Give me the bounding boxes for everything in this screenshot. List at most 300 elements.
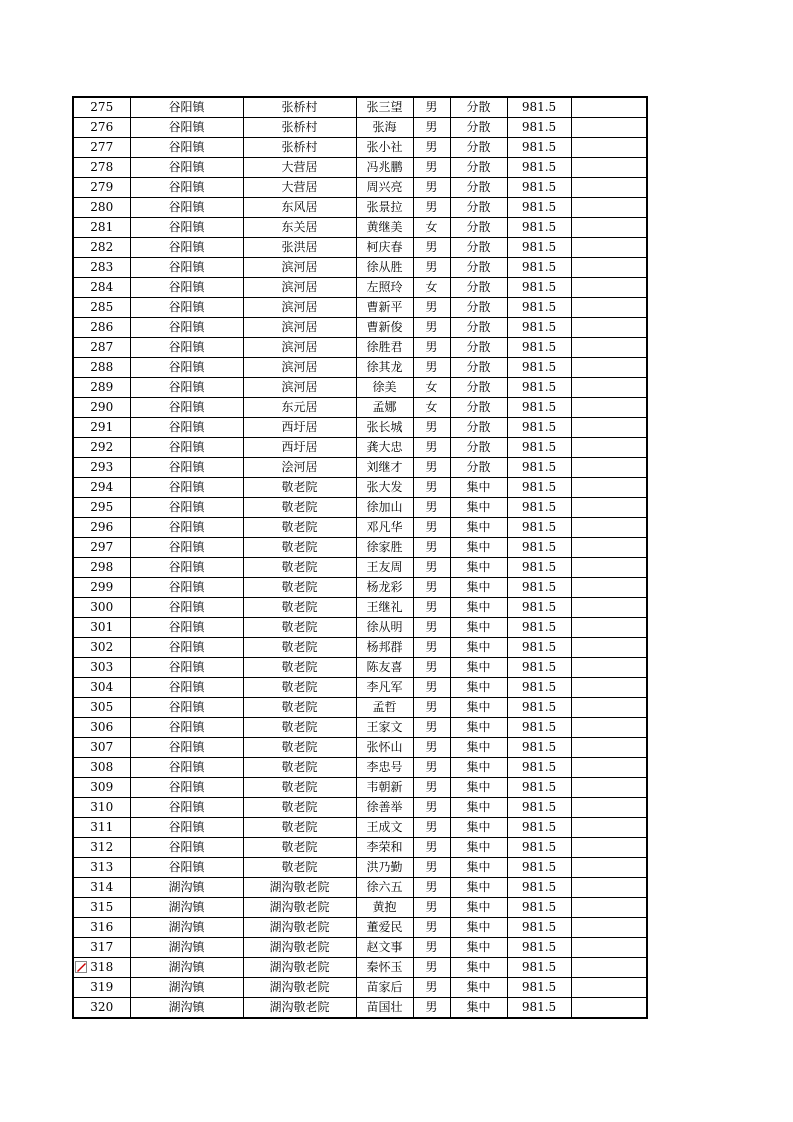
person-name-cell: 苗家后 [356,978,413,998]
amount-cell: 981.5 [507,638,571,658]
remark-cell [571,558,647,578]
table-row [73,658,647,678]
table-row [73,338,647,358]
row-number: 291 [73,418,130,438]
table-row [73,97,647,118]
remark-cell [571,498,647,518]
gender-cell: 男 [413,958,450,978]
support-type-cell: 分散 [450,138,507,158]
village-cell: 滨河居 [243,298,356,318]
row-number: 280 [73,198,130,218]
village-cell: 张桥村 [243,97,356,118]
gender-cell: 女 [413,378,450,398]
row-number: 292 [73,438,130,458]
amount-cell: 981.5 [507,658,571,678]
table-row [73,398,647,418]
support-type-cell: 集中 [450,818,507,838]
remark-cell [571,678,647,698]
remark-cell [571,118,647,138]
person-name-cell: 王继礼 [356,598,413,618]
person-name-cell: 孟娜 [356,398,413,418]
remark-cell [571,198,647,218]
row-number: 317 [73,938,130,958]
table-row [73,538,647,558]
village-cell: 滨河居 [243,318,356,338]
amount-cell: 981.5 [507,458,571,478]
row-number: 315 [73,898,130,918]
town-cell: 谷阳镇 [130,138,243,158]
remark-cell [571,998,647,1019]
table-row [73,738,647,758]
support-type-cell: 分散 [450,398,507,418]
town-cell: 谷阳镇 [130,838,243,858]
support-type-cell: 分散 [450,158,507,178]
row-number: 287 [73,338,130,358]
remark-cell [571,778,647,798]
amount-cell: 981.5 [507,718,571,738]
row-number: 285 [73,298,130,318]
gender-cell: 男 [413,418,450,438]
row-number: 277 [73,138,130,158]
gender-cell: 男 [413,498,450,518]
table-row [73,378,647,398]
town-cell: 谷阳镇 [130,578,243,598]
person-name-cell: 李凡军 [356,678,413,698]
row-number: 294 [73,478,130,498]
table-row [73,638,647,658]
remark-cell [571,618,647,638]
row-number: 299 [73,578,130,598]
table-row [73,818,647,838]
row-number: 305 [73,698,130,718]
town-cell: 谷阳镇 [130,158,243,178]
gender-cell: 男 [413,718,450,738]
town-cell: 谷阳镇 [130,498,243,518]
amount-cell: 981.5 [507,958,571,978]
person-name-cell: 赵文事 [356,938,413,958]
remark-cell [571,738,647,758]
village-cell: 敬老院 [243,838,356,858]
gender-cell: 女 [413,278,450,298]
amount-cell: 981.5 [507,998,571,1019]
remark-cell [571,418,647,438]
row-number: 290 [73,398,130,418]
amount-cell: 981.5 [507,778,571,798]
gender-cell: 男 [413,658,450,678]
row-number: 286 [73,318,130,338]
gender-cell: 男 [413,97,450,118]
town-cell: 谷阳镇 [130,858,243,878]
row-number: 293 [73,458,130,478]
town-cell: 谷阳镇 [130,598,243,618]
gender-cell: 男 [413,238,450,258]
support-type-cell: 分散 [450,378,507,398]
town-cell: 谷阳镇 [130,398,243,418]
town-cell: 谷阳镇 [130,478,243,498]
remark-cell [571,358,647,378]
row-number: 284 [73,278,130,298]
person-name-cell: 李忠号 [356,758,413,778]
table-row [73,558,647,578]
table-row [73,198,647,218]
table-row [73,438,647,458]
amount-cell: 981.5 [507,278,571,298]
amount-cell: 981.5 [507,298,571,318]
amount-cell: 981.5 [507,898,571,918]
person-name-cell: 孟哲 [356,698,413,718]
support-type-cell: 分散 [450,238,507,258]
person-name-cell: 张景拉 [356,198,413,218]
row-number: 298 [73,558,130,578]
village-cell: 敬老院 [243,798,356,818]
remark-cell [571,898,647,918]
support-type-cell: 集中 [450,478,507,498]
amount-cell: 981.5 [507,97,571,118]
table-row [73,978,647,998]
gender-cell: 男 [413,798,450,818]
support-type-cell: 集中 [450,878,507,898]
amount-cell: 981.5 [507,918,571,938]
table-row [73,178,647,198]
person-name-cell: 张海 [356,118,413,138]
gender-cell: 男 [413,558,450,578]
remark-cell [571,298,647,318]
support-type-cell: 集中 [450,578,507,598]
gender-cell: 女 [413,398,450,418]
amount-cell: 981.5 [507,158,571,178]
person-name-cell: 杨龙彩 [356,578,413,598]
town-cell: 谷阳镇 [130,238,243,258]
person-name-cell: 周兴亮 [356,178,413,198]
village-cell: 滨河居 [243,278,356,298]
village-cell: 敬老院 [243,738,356,758]
village-cell: 西圩居 [243,438,356,458]
remark-cell [571,598,647,618]
gender-cell: 男 [413,478,450,498]
town-cell: 谷阳镇 [130,118,243,138]
row-number: 276 [73,118,130,138]
row-number: 281 [73,218,130,238]
table-row [73,938,647,958]
person-name-cell: 张大发 [356,478,413,498]
gender-cell: 男 [413,738,450,758]
amount-cell: 981.5 [507,538,571,558]
table-row [73,998,647,1019]
remark-cell [571,798,647,818]
village-cell: 张洪居 [243,238,356,258]
gender-cell: 男 [413,598,450,618]
person-name-cell: 徐胜君 [356,338,413,358]
amount-cell: 981.5 [507,258,571,278]
village-cell: 东元居 [243,398,356,418]
village-cell: 敬老院 [243,598,356,618]
table-row [73,278,647,298]
remark-cell [571,338,647,358]
table-row [73,798,647,818]
support-type-cell: 集中 [450,658,507,678]
table-row [73,358,647,378]
amount-cell: 981.5 [507,178,571,198]
support-type-cell: 集中 [450,778,507,798]
row-number: 288 [73,358,130,378]
town-cell: 谷阳镇 [130,338,243,358]
amount-cell: 981.5 [507,218,571,238]
gender-cell: 男 [413,538,450,558]
remark-cell [571,698,647,718]
remark-cell [571,658,647,678]
remark-cell [571,258,647,278]
village-cell: 滨河居 [243,338,356,358]
gender-cell: 男 [413,358,450,378]
amount-cell: 981.5 [507,478,571,498]
row-number: 304 [73,678,130,698]
support-type-cell: 集中 [450,938,507,958]
person-name-cell: 王成文 [356,818,413,838]
village-cell: 浍河居 [243,458,356,478]
person-name-cell: 徐从胜 [356,258,413,278]
table-row [73,718,647,738]
gender-cell: 男 [413,318,450,338]
amount-cell: 981.5 [507,418,571,438]
town-cell: 谷阳镇 [130,178,243,198]
remark-cell [571,818,647,838]
gender-cell: 男 [413,998,450,1019]
amount-cell: 981.5 [507,378,571,398]
gender-cell: 男 [413,298,450,318]
table-row [73,598,647,618]
town-cell: 谷阳镇 [130,198,243,218]
person-name-cell: 邓凡华 [356,518,413,538]
village-cell: 湖沟敬老院 [243,958,356,978]
remark-cell [571,838,647,858]
pencil-note-icon[interactable] [75,961,87,973]
village-cell: 湖沟敬老院 [243,978,356,998]
row-number: 300 [73,598,130,618]
village-cell: 敬老院 [243,618,356,638]
remark-cell [571,238,647,258]
row-number: 312 [73,838,130,858]
support-type-cell: 分散 [450,338,507,358]
table-row [73,298,647,318]
person-name-cell: 张三望 [356,97,413,118]
person-name-cell: 刘继才 [356,458,413,478]
table-row [73,918,647,938]
village-cell: 滨河居 [243,358,356,378]
row-number: 306 [73,718,130,738]
table-row [73,838,647,858]
person-name-cell: 韦朝新 [356,778,413,798]
gender-cell: 男 [413,878,450,898]
support-type-cell: 分散 [450,258,507,278]
person-name-cell: 黄继美 [356,218,413,238]
remark-cell [571,978,647,998]
row-number: 316 [73,918,130,938]
person-name-cell: 柯庆春 [356,238,413,258]
village-cell: 大营居 [243,178,356,198]
support-type-cell: 集中 [450,978,507,998]
amount-cell: 981.5 [507,978,571,998]
person-name-cell: 张怀山 [356,738,413,758]
table-row [73,238,647,258]
amount-cell: 981.5 [507,558,571,578]
amount-cell: 981.5 [507,738,571,758]
data-table [72,96,648,1019]
amount-cell: 981.5 [507,798,571,818]
amount-cell: 981.5 [507,338,571,358]
table-row [73,478,647,498]
support-type-cell: 集中 [450,518,507,538]
table-row [73,858,647,878]
person-name-cell: 徐其龙 [356,358,413,378]
row-number: 278 [73,158,130,178]
village-cell: 张桥村 [243,118,356,138]
village-cell: 敬老院 [243,698,356,718]
table-row [73,698,647,718]
support-type-cell: 集中 [450,858,507,878]
town-cell: 谷阳镇 [130,318,243,338]
amount-cell: 981.5 [507,678,571,698]
table-row [73,758,647,778]
row-number: 310 [73,798,130,818]
gender-cell: 男 [413,198,450,218]
table-row [73,418,647,438]
amount-cell: 981.5 [507,938,571,958]
gender-cell: 男 [413,778,450,798]
row-number: 289 [73,378,130,398]
person-name-cell: 苗国壮 [356,998,413,1019]
town-cell: 谷阳镇 [130,798,243,818]
amount-cell: 981.5 [507,858,571,878]
table-body [73,97,647,1018]
village-cell: 湖沟敬老院 [243,898,356,918]
gender-cell: 男 [413,638,450,658]
town-cell: 谷阳镇 [130,818,243,838]
table-row [73,498,647,518]
person-name-cell: 王友周 [356,558,413,578]
village-cell: 湖沟敬老院 [243,998,356,1019]
person-name-cell: 曹新平 [356,298,413,318]
village-cell: 滨河居 [243,258,356,278]
table-row [73,318,647,338]
support-type-cell: 分散 [450,458,507,478]
support-type-cell: 分散 [450,318,507,338]
remark-cell [571,178,647,198]
person-name-cell: 徐六五 [356,878,413,898]
town-cell: 谷阳镇 [130,298,243,318]
support-type-cell: 集中 [450,918,507,938]
amount-cell: 981.5 [507,138,571,158]
village-cell: 敬老院 [243,478,356,498]
amount-cell: 981.5 [507,818,571,838]
gender-cell: 男 [413,758,450,778]
table-row [73,678,647,698]
village-cell: 敬老院 [243,718,356,738]
person-name-cell: 张长城 [356,418,413,438]
person-name-cell: 王家文 [356,718,413,738]
gender-cell: 男 [413,938,450,958]
amount-cell: 981.5 [507,498,571,518]
village-cell: 湖沟敬老院 [243,878,356,898]
remark-cell [571,518,647,538]
amount-cell: 981.5 [507,578,571,598]
amount-cell: 981.5 [507,198,571,218]
gender-cell: 男 [413,178,450,198]
remark-cell [571,458,647,478]
support-type-cell: 分散 [450,418,507,438]
person-name-cell: 冯兆鹏 [356,158,413,178]
remark-cell [571,478,647,498]
village-cell: 敬老院 [243,858,356,878]
gender-cell: 男 [413,118,450,138]
support-type-cell: 集中 [450,498,507,518]
row-number: 311 [73,818,130,838]
village-cell: 敬老院 [243,818,356,838]
person-name-cell: 曹新俊 [356,318,413,338]
remark-cell [571,158,647,178]
town-cell: 谷阳镇 [130,678,243,698]
gender-cell: 男 [413,898,450,918]
row-number: 319 [73,978,130,998]
table-row [73,878,647,898]
village-cell: 敬老院 [243,558,356,578]
row-number: 301 [73,618,130,638]
remark-cell [571,278,647,298]
village-cell: 敬老院 [243,658,356,678]
person-name-cell: 徐美 [356,378,413,398]
village-cell: 湖沟敬老院 [243,938,356,958]
table-row [73,618,647,638]
town-cell: 谷阳镇 [130,618,243,638]
support-type-cell: 集中 [450,598,507,618]
table-row [73,138,647,158]
row-number: 314 [73,878,130,898]
row-number: 303 [73,658,130,678]
gender-cell: 男 [413,838,450,858]
village-cell: 敬老院 [243,498,356,518]
remark-cell [571,538,647,558]
person-name-cell: 徐从明 [356,618,413,638]
amount-cell: 981.5 [507,698,571,718]
gender-cell: 男 [413,158,450,178]
amount-cell: 981.5 [507,518,571,538]
gender-cell: 男 [413,918,450,938]
village-cell: 敬老院 [243,518,356,538]
support-type-cell: 集中 [450,738,507,758]
gender-cell: 男 [413,678,450,698]
amount-cell: 981.5 [507,118,571,138]
support-type-cell: 集中 [450,898,507,918]
person-name-cell: 龚大忠 [356,438,413,458]
village-cell: 敬老院 [243,538,356,558]
town-cell: 谷阳镇 [130,97,243,118]
person-name-cell: 徐家胜 [356,538,413,558]
town-cell: 谷阳镇 [130,778,243,798]
amount-cell: 981.5 [507,238,571,258]
support-type-cell: 分散 [450,218,507,238]
table-row [73,118,647,138]
gender-cell: 男 [413,818,450,838]
person-name-cell: 洪乃勤 [356,858,413,878]
remark-cell [571,578,647,598]
amount-cell: 981.5 [507,398,571,418]
remark-cell [571,638,647,658]
village-cell: 张桥村 [243,138,356,158]
gender-cell: 男 [413,138,450,158]
amount-cell: 981.5 [507,838,571,858]
support-type-cell: 分散 [450,298,507,318]
remark-cell [571,218,647,238]
town-cell: 谷阳镇 [130,438,243,458]
